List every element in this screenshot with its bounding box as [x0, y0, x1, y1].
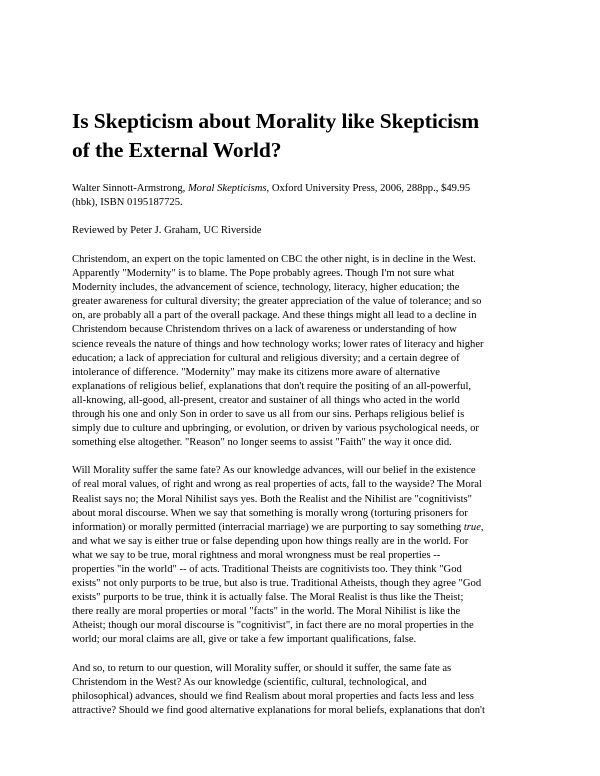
text-segment: information) or morally permitted (interracial marriage) we are purporting to say something [72, 521, 464, 533]
italic-word: true [463, 521, 481, 533]
text-line: something else altogether. "Reason" no longer seems to assist "Faith" the way it once did. [72, 437, 452, 449]
text-line: Atheist; though our moral discourse is "cognitivist", in fact there are no moral properties in the [72, 620, 474, 632]
text-line: education; a lack of appreciation for cultural and religious diversity; and a certain degree of [72, 352, 460, 364]
book-citation [72, 182, 534, 210]
text-line: world; our moral claims are all, give or take a few important qualifications, false. [72, 634, 417, 646]
reviewer-line: Reviewed by Peter J. Graham, UC Riverside [72, 225, 262, 236]
text-line-with-italic [72, 521, 534, 535]
text-line: science reveals the nature of things and how technology works; lower rates of literacy and higher [72, 338, 484, 350]
text-line: Christendom because Christendom thrives on a lack of awareness or understanding of how [72, 324, 457, 336]
text-line: And so, to return to our question, will Morality suffer, or should it suffer, the same fate as [72, 662, 452, 674]
text-line: philosophical) advances, should we find Realism about moral properties and facts less and less [72, 690, 474, 702]
text-line: exists" purports to be true, think it is actually false. The Moral Realist is thus like the Theist; [72, 592, 464, 604]
text-line: all-knowing, all-good, all-present, creator and sustainer of all things who acted in the world [72, 394, 460, 406]
title-line-2: of the External World? [72, 138, 282, 162]
text-line: exists" not only purports to be true, but also is true. Traditional Atheists, though they agree "God [72, 578, 482, 590]
text-line: simply due to culture and upbringing, or evolution, or driven by various psychological needs, or [72, 423, 479, 435]
citation-author: Walter Sinnott-Armstrong, [72, 183, 188, 194]
text-line: and what we say is either true or false depending upon how things really are in the world. For [72, 535, 469, 547]
text-line: on, are probably all a part of the overall package. And these things might all lead to a decline in [72, 310, 477, 322]
article-title [72, 107, 534, 165]
text-line: Will Morality suffer the same fate? As our knowledge advances, will our belief in the existence [72, 465, 476, 477]
text-line: properties "in the world" -- of acts. Traditional Theists are cognitivists too. They think "God [72, 563, 462, 575]
text-line: about moral discourse. When we say that something is morally wrong (torturing prisoners for [72, 507, 468, 519]
text-line: greater awareness for cultural diversity; the greater appreciation of the value of tolerance; and so [72, 296, 482, 308]
article-body [72, 107, 534, 718]
text-line: attractive? Should we find good alternative explanations for moral beliefs, explanations that don't [72, 704, 485, 716]
citation-book-title: Moral Skepticisms [187, 183, 267, 194]
citation-publisher: , Oxford University Press, 2006, 288pp., $49.95 [266, 183, 471, 194]
paragraph-1 [72, 253, 534, 450]
text-line: through his one and only Son in order to save us all from our sins. Perhaps religious belief is [72, 409, 465, 421]
text-line: Realist says no; the Moral Nihilist says yes. Both the Realist and the Nihilist are "cognitivists" [72, 493, 472, 505]
text-line: what we say to be true, moral rightness and moral wrongness must be real properties -- [72, 549, 441, 561]
paragraph-3 [72, 662, 534, 718]
paragraph-2 [72, 464, 534, 647]
citation-isbn: (hbk), ISBN 0195187725. [72, 197, 183, 208]
text-line: Christendom in the West? As our knowledge (scientific, cultural, technological, and [72, 676, 427, 688]
text-line: intolerance of difference. "Modernity" may make its citizens more aware of alternative [72, 366, 440, 378]
text-line: there really are moral properties or moral "facts" in the world. The Moral Nihilist is like the [72, 606, 461, 618]
title-line-1: Is Skepticism about Morality like Skepticism [72, 109, 480, 133]
text-line: Apparently "Modernity" is to blame. The Pope probably agrees. Though I'm not sure what [72, 268, 455, 280]
text-line: explanations of religious belief, explanations that don't require the positing of an all-powerful, [72, 380, 472, 392]
text-line: of real moral values, of right and wrong as real properties of acts, fall to the wayside? The Moral [72, 479, 482, 491]
text-segment: , [480, 521, 484, 533]
text-line: Modernity includes, the advancement of science, technology, literacy, higher education; the [72, 282, 460, 294]
text-line: Christendom, an expert on the topic lamented on CBC the other night, is in decline in the West. [72, 254, 476, 265]
